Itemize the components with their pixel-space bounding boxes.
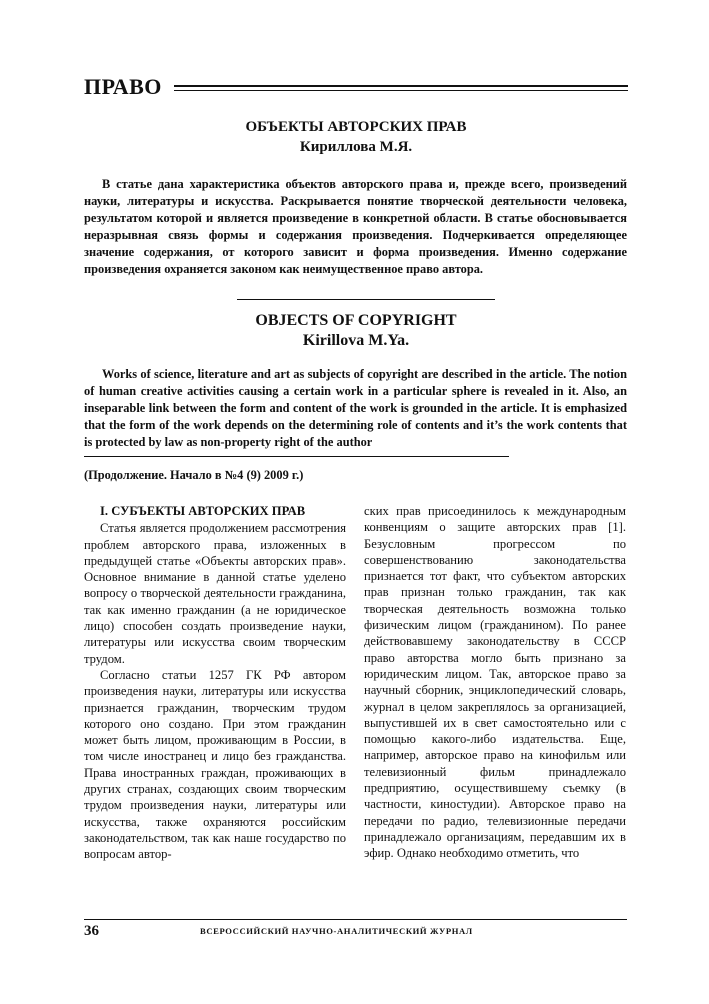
paragraph: Согласно статьи 1257 ГК РФ автором произведения науки, литературы или искусства признается гражданин, творческим трудом которого оно создано. При этом гражданин может быть лицом, проживающим в России, в том числе иностранец и лицо без гражданства. Права иностранных граждан, проживающих в других странах, создающих своим творческим трудом произведения науки, литературы или искусства, также охраняются российским законодательством, так как наше государство по вопросам автор- (84, 667, 346, 862)
section-heading: I. СУБЪЕКТЫ АВТОРСКИХ ПРАВ (100, 504, 306, 518)
section-rule-thin (174, 90, 628, 91)
divider-en (84, 456, 509, 457)
abstract-en: Works of science, literature and art as subjects of copyright are described in the article. The notion of human creative activities causing a certain work in a particular sphere is revealed in it. Also, an inseparable link between the form and content of the work is grounded in the article. It is emphasized that the form of the work depends on the determining role of contents and it’s the work contents that is protected by law as non-property right of the author (84, 367, 627, 450)
article-author-ru: Кириллова М.Я. (299, 139, 413, 155)
section-rule (174, 85, 628, 87)
column-right (364, 503, 626, 862)
article-title-ru: ОБЪЕКТЫ АВТОРСКИХ ПРАВ (245, 119, 467, 135)
continuation-note: (Продолжение. Начало в №4 (9) 2009 г.) (84, 468, 304, 482)
abstract-ru: В статье дана характеристика объектов авторского права и, прежде всего, произведений науки, литературы и искусства. Раскрывается понятие творческой деятельности человека, результатом которой и является произведение в конкретной области. В статье обосновывается неразрывная связь формы и содержания произведения. Подчеркивается определяющее значение содержания, от которого зависит и форма произведения. Именно содержание произведения охраняется законом как неимущественное право автора. (84, 177, 627, 277)
paragraph: ских прав присоединилось к международным конвенциям о защите авторских прав [1]. Безусловным прогрессом по совершенствованию законодательства признается тот факт, что субъектом авторских прав признан только гражданин, так как творческая деятельность возможна только физическим лицом (гражданином). По ранее действовавшему законодательству в СССР право авторства могло быть признано за юридическим лицом. Так, авторское право за научный сборник, энциклопедический словарь, журнал в целом закреплялось за организацией, выпустившей их в свет самостоятельно или с помощью какого-либо издательства. Еще, например, авторское право на кинофильм или телевизионный фильм принадлежало предприятию, осуществившему съемку (в частности, киностудии). Авторское право на передачи по радио, телевизионные передачи принадлежало организациям, передавшим их в эфир. Однако необходимо отметить, что (364, 504, 626, 861)
column-left (84, 503, 346, 863)
paragraph: Статья является продолжением рассмотрения проблем авторского права, изложенных в предыдущей статье «Объекты авторских прав». Основное внимание в данной статье уделено вопросу о творческой деятельности гражданина, так как именно гражданин (а не юридическое лицо) способен создать произведение науки, литературы или искусства своим творческим трудом. (84, 521, 346, 666)
page-number: 36 (84, 923, 99, 939)
article-author-en: Kirillova M.Ya. (302, 332, 410, 349)
divider-ru (237, 299, 495, 300)
section-title: ПРАВО (84, 74, 162, 99)
footer-rule (84, 919, 627, 920)
journal-name: ВСЕРОССИЙСКИЙ НАУЧНО-АНАЛИТИЧЕСКИЙ ЖУРНАЛ (200, 926, 473, 936)
article-title-en: OBJECTS OF COPYRIGHT (255, 312, 457, 329)
